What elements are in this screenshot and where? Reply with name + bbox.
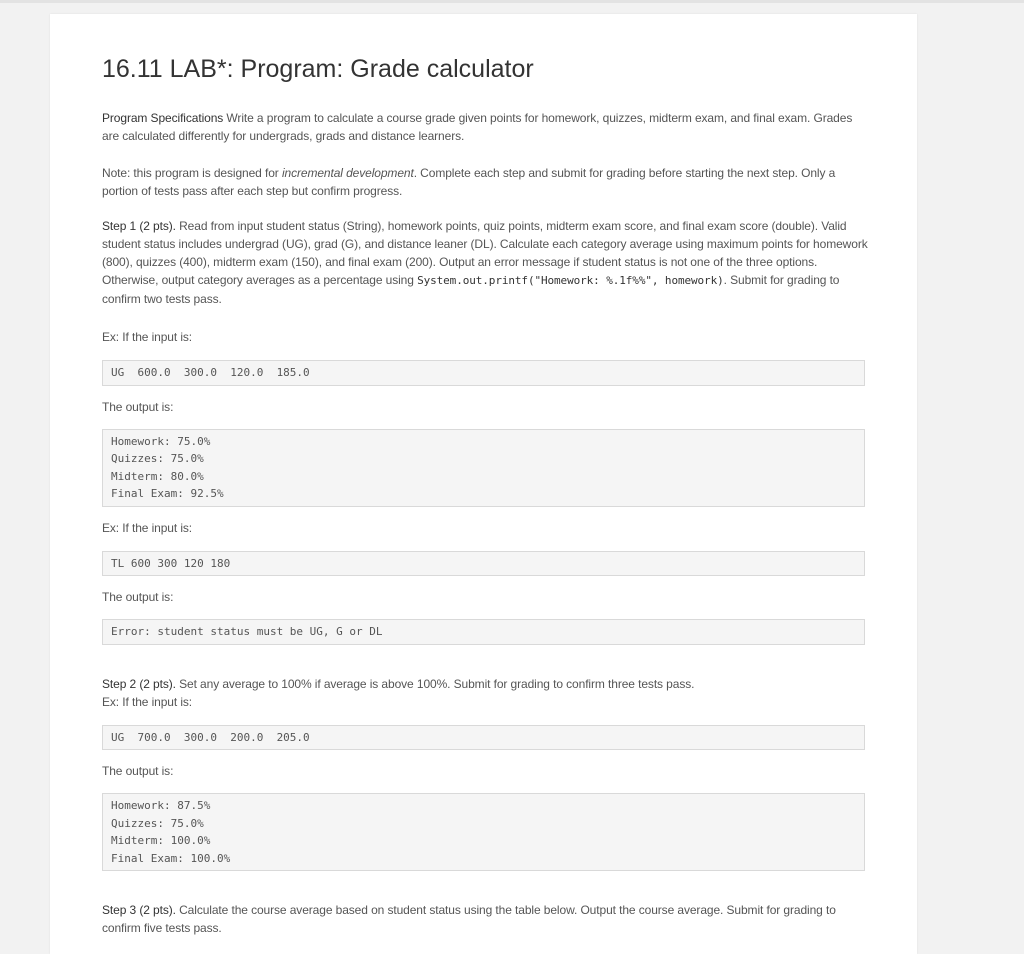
step2-paragraph [102, 675, 872, 693]
step1-ex1-label: Ex: If the input is: [102, 330, 193, 344]
step1-text: Read from input student status (String), homework points, quiz points, midterm exam score, and final exam score (double). Valid student status includes undergrad (UG), grad (G), and distance leaner (DL). Calculate each category average using maximum points for homework (800), quizzes (400), midterm exam (150), and final exam (200). Output an error message if student status is not one of the three options. Otherwise, output category averages as a percentage using [102, 219, 868, 287]
step2-output-label: The output is: [102, 764, 174, 778]
output-line: Midterm: 100.0% [111, 834, 211, 847]
lab-content [102, 54, 872, 937]
step1-ex1-input-box [102, 360, 865, 386]
note-paragraph [102, 164, 872, 200]
step2-label: Step 2 (2 pts). [102, 676, 176, 691]
step3-text: Calculate the course average based on student status using the table below. Output the course average. Submit for grading to confirm five tests pass. [102, 903, 836, 935]
note-prefix: Note: this program is designed for [102, 166, 282, 180]
lab-card [50, 14, 917, 954]
step1-ex2-input: TL 600 300 120 180 [111, 556, 231, 570]
step3-paragraph [102, 901, 872, 937]
step2-input: UG 700.0 300.0 200.0 205.0 [111, 730, 310, 744]
output-line: Midterm: 80.0% [111, 469, 204, 483]
step1-ex2-output-box [102, 619, 865, 645]
step2-output-box [102, 793, 865, 871]
output-line: Quizzes: 75.0% [111, 452, 204, 465]
step1-ex1-output-label: The output is: [102, 399, 174, 414]
output-line: Final Exam: 92.5% [111, 487, 224, 500]
step2-input-box [102, 725, 865, 751]
output-line: Homework: 87.5% [111, 799, 211, 812]
step1-ex1-output-box [102, 429, 865, 507]
program-specifications [102, 109, 872, 145]
step1-suffix: . Submit for grading to confirm two tests pass. [102, 273, 840, 306]
step1-ex2-output-label: The output is: [102, 590, 174, 604]
step1-ex2-output: Error: student status must be UG, G or DL [111, 625, 383, 638]
step2-text: Set any average to 100% if average is above 100%. Submit for grading to confirm three tests pass. [175, 676, 695, 691]
output-line: Quizzes: 75.0% [111, 816, 204, 830]
note-suffix: . Complete each step and submit for grading before starting the next step. Only a portion of tests pass after each step but confirm progress. [102, 166, 836, 198]
spec-text: Write a program to calculate a course grade given points for homework, quizzes, midterm exam, and final exam. Grades are calculated differently for undergrads, grads and distance learners. [102, 111, 853, 143]
step3-label: Step 3 (2 pts). [102, 903, 176, 917]
step1-code: System.out.printf("Homework: %.1f%%", homework) [417, 274, 724, 287]
page-title: 16.11 LAB*: Program: Grade calculator [102, 55, 534, 83]
step1-ex2-input-box [102, 551, 865, 577]
output-line: Final Exam: 100.0% [111, 851, 231, 865]
step1-ex2-label: Ex: If the input is: [102, 520, 193, 535]
top-border [0, 0, 1024, 3]
step1-paragraph [102, 217, 872, 308]
spec-label: Program Specifications [102, 111, 224, 125]
step1-ex1-input: UG 600.0 300.0 120.0 185.0 [111, 366, 310, 379]
output-line: Homework: 75.0% [111, 434, 211, 448]
step1-label: Step 1 (2 pts). [102, 219, 176, 233]
step2-ex-label: Ex: If the input is: [102, 694, 193, 709]
note-emphasis: incremental development [281, 166, 414, 180]
